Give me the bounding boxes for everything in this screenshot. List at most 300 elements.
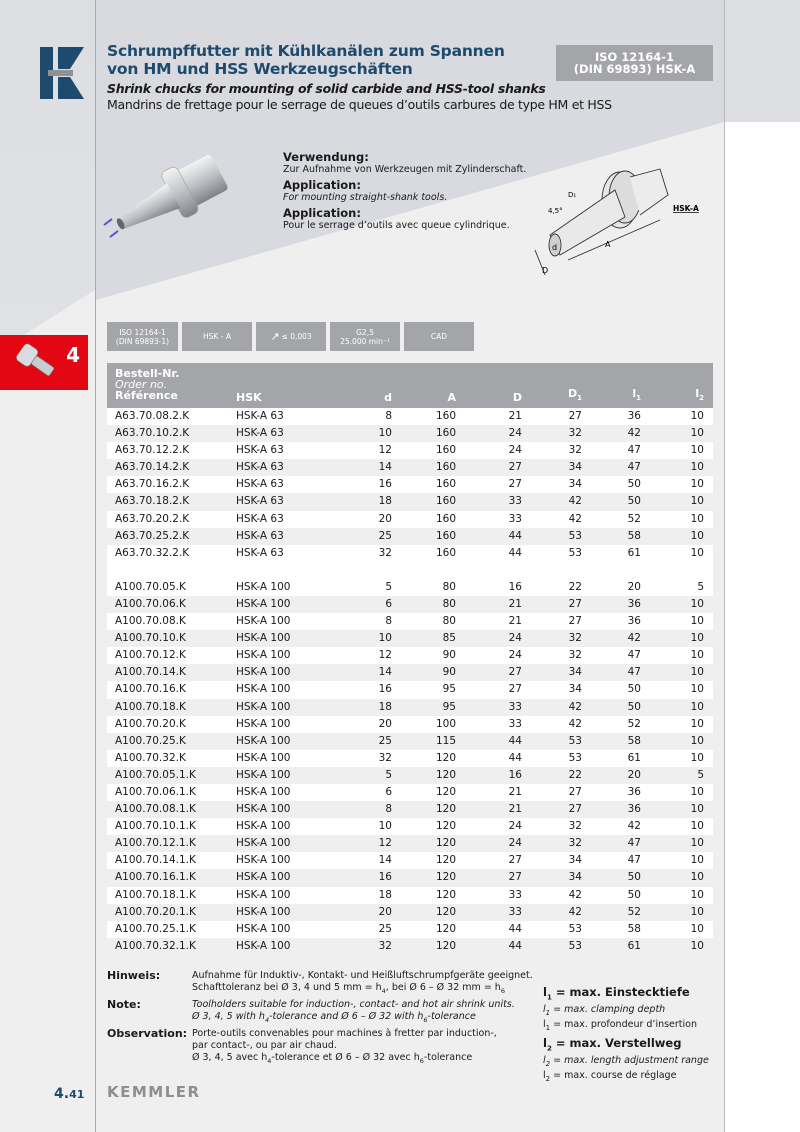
- table-row: [107, 545, 713, 562]
- cell-d: 32: [378, 546, 392, 559]
- left-margin-lower-background: [0, 290, 95, 1132]
- cell-ref: A63.70.20.2.K: [115, 512, 190, 525]
- dimension-legend: [543, 985, 723, 1085]
- table-body: [107, 408, 713, 955]
- cell-l1: 58: [627, 734, 641, 747]
- spec-balance-grade: G2,5: [356, 327, 374, 337]
- header-l2: [695, 388, 704, 404]
- note-en-line1: Toolholders suitable for induction-, contact- and hot air shrink units.: [192, 998, 515, 1010]
- cell-l1: 36: [627, 615, 641, 628]
- header-ref-en: Order no.: [115, 378, 168, 391]
- cell-l1: 50: [627, 495, 641, 508]
- cell-ref: A63.70.12.2.K: [115, 444, 190, 457]
- cell-ref: A100.70.10.1.K: [115, 820, 196, 833]
- cell-ref: A100.70.06.K: [115, 597, 186, 610]
- cell-a: 120: [435, 854, 456, 867]
- cell-d1: 53: [568, 546, 582, 559]
- cell-a: 160: [435, 546, 456, 559]
- cell-d: 20: [378, 905, 392, 918]
- cell-d: 16: [508, 768, 522, 781]
- cell-l2: 5: [697, 768, 704, 781]
- cell-d: 6: [385, 597, 392, 610]
- cell-ref: A63.70.18.2.K: [115, 495, 190, 508]
- cell-d1: 27: [568, 803, 582, 816]
- cell-l2: 10: [690, 597, 704, 610]
- cell-a: 120: [435, 785, 456, 798]
- table-row: [107, 613, 713, 630]
- cell-a: 160: [435, 529, 456, 542]
- cell-ref: A63.70.14.2.K: [115, 461, 190, 474]
- cell-hsk: HSK-A 100: [236, 871, 291, 884]
- cell-d: 33: [508, 717, 522, 730]
- cell-d1: 34: [568, 683, 582, 696]
- cell-l2: 10: [690, 785, 704, 798]
- table-row: [107, 511, 713, 528]
- cell-d: 44: [508, 529, 522, 542]
- cell-hsk: HSK-A 100: [236, 751, 291, 764]
- note-de: [107, 970, 537, 997]
- header-l2-base: l: [695, 386, 700, 400]
- cell-ref: A100.70.25.1.K: [115, 922, 196, 935]
- cell-a: 120: [435, 871, 456, 884]
- cell-ref: A100.70.10.K: [115, 632, 186, 645]
- cell-d: 21: [508, 597, 522, 610]
- cell-l1: 52: [627, 905, 641, 918]
- cell-d: 14: [378, 666, 392, 679]
- table-row: [107, 425, 713, 442]
- cell-d: 24: [508, 820, 522, 833]
- cell-l1: 52: [627, 717, 641, 730]
- cell-d: 8: [385, 615, 392, 628]
- cell-a: 90: [442, 649, 456, 662]
- cell-d: 20: [378, 512, 392, 525]
- legend-l2-fr-text: = max. course de réglage: [553, 1070, 677, 1082]
- cell-l1: 47: [627, 837, 641, 850]
- cell-l1: 61: [627, 751, 641, 764]
- cell-l1: 36: [627, 597, 641, 610]
- header-ref-fr: Référence: [115, 389, 178, 402]
- legend-l1-de: $l_1 = \max$. Einstecktiefe: [543, 985, 690, 1002]
- cell-hsk: HSK-A 63: [236, 444, 284, 457]
- note-fr: [107, 1028, 537, 1067]
- header-l1-sub: 1: [636, 394, 641, 402]
- cell-l1: 47: [627, 854, 641, 867]
- cell-hsk: HSK-A 63: [236, 410, 284, 422]
- legend-l1-en-text: = max. clamping depth: [553, 1004, 666, 1016]
- cell-ref: A100.70.16.K: [115, 683, 186, 696]
- spec-balance-speed: 25.000 min⁻¹: [340, 336, 390, 346]
- note-en: [107, 999, 537, 1026]
- cell-d1: 42: [568, 717, 582, 730]
- cell-d: 10: [378, 427, 392, 440]
- cell-l1: 36: [627, 785, 641, 798]
- drawing-label-D: D: [542, 266, 549, 275]
- cell-l1: 36: [627, 410, 641, 422]
- cell-d: 27: [508, 854, 522, 867]
- cell-hsk: HSK-A 100: [236, 768, 291, 781]
- note-en-line2: Ø 3, 4, 5 with $h_4$-tolerance and Ø 6 – Ø 32 with $h_6$-tolerance: [192, 1010, 476, 1024]
- legend-l1-fr: $l_1 = \max$. profondeur d’insertion: [543, 1019, 698, 1033]
- cell-d: 20: [378, 717, 392, 730]
- note-fr-line1: Porte-outils convenables pour machines à fretter par induction-,: [192, 1027, 497, 1039]
- cell-hsk: HSK-A 100: [236, 615, 291, 628]
- cell-d: 18: [378, 495, 392, 508]
- header-D: D: [512, 391, 522, 404]
- cell-d1: 42: [568, 700, 582, 713]
- cell-d: 10: [378, 820, 392, 833]
- note-fr-line3: Ø 3, 4, 5 avec $h_4$-tolerance et Ø 6 – Ø 32 avec $h_6$-tolerance: [192, 1051, 473, 1065]
- cell-l2: 10: [690, 444, 704, 457]
- cell-ref: A100.70.20.K: [115, 717, 186, 730]
- cell-a: 160: [435, 512, 456, 525]
- header-D1: [568, 388, 582, 404]
- cell-d: 27: [508, 478, 522, 491]
- cell-hsk: HSK-A 100: [236, 666, 291, 679]
- cell-d: 16: [508, 580, 522, 593]
- cell-ref: A100.70.20.1.K: [115, 905, 196, 918]
- cell-a: 160: [435, 444, 456, 457]
- cell-d: 24: [508, 444, 522, 457]
- cell-d1: 34: [568, 871, 582, 884]
- cell-l2: 10: [690, 632, 704, 645]
- cell-hsk: HSK-A 100: [236, 632, 291, 645]
- cell-l2: 10: [690, 495, 704, 508]
- cell-l1: 42: [627, 632, 641, 645]
- cell-d: 21: [508, 803, 522, 816]
- cell-ref: A100.70.05.1.K: [115, 768, 196, 781]
- note-label-en: Note:: [107, 997, 141, 1011]
- drawing-label-A: A: [605, 240, 611, 249]
- cell-a: 90: [442, 666, 456, 679]
- spec-box-runout: [256, 322, 326, 351]
- cell-ref: A100.70.18.1.K: [115, 888, 196, 901]
- cell-l1: 50: [627, 888, 641, 901]
- cell-d1: 42: [568, 512, 582, 525]
- cell-a: 120: [435, 803, 456, 816]
- cell-l1: 47: [627, 461, 641, 474]
- cell-l1: 52: [627, 512, 641, 525]
- cell-d1: 34: [568, 666, 582, 679]
- cell-hsk: HSK-A 100: [236, 837, 291, 850]
- header-order-no: [115, 368, 179, 401]
- cell-hsk: HSK-A 100: [236, 888, 291, 901]
- cell-ref: A100.70.08.1.K: [115, 803, 196, 816]
- cell-d1: 32: [568, 837, 582, 850]
- cell-a: 115: [435, 734, 456, 747]
- cell-l2: 10: [690, 939, 704, 952]
- note-de-line1: Aufnahme für Induktiv-, Kontakt- und Heißluftschrumpfgeräte geeignet.: [192, 970, 533, 981]
- table-row: [107, 699, 713, 716]
- cell-d: 21: [508, 410, 522, 422]
- cell-d: 27: [508, 461, 522, 474]
- cell-ref: A100.70.16.1.K: [115, 871, 196, 884]
- note-text-de: [192, 970, 537, 997]
- cell-d1: 53: [568, 751, 582, 764]
- cell-d1: 32: [568, 820, 582, 833]
- cell-l1: 58: [627, 529, 641, 542]
- cell-d1: 32: [568, 427, 582, 440]
- cell-l1: 47: [627, 666, 641, 679]
- cell-d: 32: [378, 939, 392, 952]
- table-row: [107, 647, 713, 664]
- cell-d: 16: [378, 871, 392, 884]
- cell-ref: A100.70.14.1.K: [115, 854, 196, 867]
- chapter-chuck-icon: [10, 341, 60, 385]
- legend-l1-fr-text: = max. profondeur d’insertion: [553, 1019, 698, 1031]
- cell-hsk: HSK-A 63: [236, 478, 284, 491]
- application-label-fr: Application:: [283, 206, 361, 220]
- iso-badge-line2: (DIN 69893) HSK-A: [573, 62, 696, 76]
- legend-l1-en: $l_1 = \max$. clamping depth: [543, 1004, 666, 1018]
- table-row: [107, 664, 713, 681]
- drawing-label-D1: D₁: [568, 191, 577, 199]
- spec-boxes: [107, 322, 474, 351]
- cell-l2: 10: [690, 854, 704, 867]
- cell-l2: 10: [690, 512, 704, 525]
- cell-d: 24: [508, 632, 522, 645]
- cell-d1: 42: [568, 905, 582, 918]
- cell-ref: A100.70.08.K: [115, 615, 186, 628]
- cell-l2: 10: [690, 734, 704, 747]
- cell-d: 21: [508, 785, 522, 798]
- cell-d: 8: [385, 410, 392, 422]
- cell-hsk: HSK-A 100: [236, 734, 291, 747]
- cell-a: 160: [435, 461, 456, 474]
- table-row: [107, 459, 713, 476]
- cell-l2: 10: [690, 871, 704, 884]
- cell-d: 5: [385, 768, 392, 781]
- spec-runout-value: ≤ 0,003: [281, 332, 312, 341]
- legend-l2-fr: $l_2 = \max$. course de réglage: [543, 1070, 677, 1084]
- cell-l2: 10: [690, 922, 704, 935]
- cell-d: 33: [508, 512, 522, 525]
- cell-d: 44: [508, 751, 522, 764]
- application-text-de: Zur Aufnahme von Werkzeugen mit Zylinderschaft.: [283, 164, 527, 175]
- cell-d: 21: [508, 615, 522, 628]
- cell-a: 120: [435, 939, 456, 952]
- cell-d1: 32: [568, 649, 582, 662]
- table-row: [107, 528, 713, 545]
- spec-box-balance: [330, 322, 400, 351]
- header-ref-de: Bestell-Nr.: [115, 367, 180, 380]
- legend-l1-de-text: = max. Einstecktiefe: [555, 985, 690, 999]
- cell-hsk: HSK-A 100: [236, 854, 291, 867]
- cell-l1: 36: [627, 803, 641, 816]
- cell-l2: 10: [690, 751, 704, 764]
- page-number-minor: 41: [69, 1088, 85, 1101]
- application-section: [283, 151, 543, 235]
- cell-d: 25: [378, 922, 392, 935]
- note-de-line2: Schafttoleranz bei Ø 3, 4 und 5 mm = $h_4$, bei Ø 6 – Ø 32 mm = $h_6$: [192, 982, 505, 995]
- legend-l2-en-text: = max. length adjustment range: [553, 1055, 709, 1067]
- cell-l2: 5: [697, 580, 704, 593]
- spec-iso-line1: ISO 12164-1: [119, 327, 166, 337]
- cell-d: 24: [508, 837, 522, 850]
- cell-l2: 10: [690, 461, 704, 474]
- cell-d: 27: [508, 666, 522, 679]
- cell-d1: 27: [568, 615, 582, 628]
- cell-d: 14: [378, 461, 392, 474]
- iso-standard-badge: [556, 45, 713, 81]
- table-row: [107, 852, 713, 869]
- cell-d: 25: [378, 529, 392, 542]
- header-hsk: HSK: [236, 391, 262, 404]
- cell-hsk: HSK-A 100: [236, 939, 291, 952]
- table-row: [107, 750, 713, 767]
- iso-badge-line1: ISO 12164-1: [594, 50, 675, 64]
- table-row: [107, 887, 713, 904]
- legend-l2-de: $l_2 = \max$. Verstellweg: [543, 1036, 682, 1053]
- cell-l1: 50: [627, 871, 641, 884]
- cell-d: 12: [378, 837, 392, 850]
- cell-l1: 50: [627, 478, 641, 491]
- cell-d: 33: [508, 888, 522, 901]
- cell-d1: 53: [568, 529, 582, 542]
- cell-d: 12: [378, 444, 392, 457]
- cell-d: 12: [378, 649, 392, 662]
- legend-l2-de-text: = max. Verstellweg: [555, 1036, 682, 1051]
- cell-hsk: HSK-A 63: [236, 427, 284, 440]
- table-row: [107, 869, 713, 886]
- cell-a: 120: [435, 888, 456, 901]
- kemmler-k-logo-icon: [40, 47, 84, 99]
- note-text-fr: [192, 1028, 537, 1067]
- cell-hsk: HSK-A 63: [236, 461, 284, 474]
- cell-a: 80: [442, 615, 456, 628]
- cell-l2: 10: [690, 546, 704, 559]
- cell-d: 27: [508, 683, 522, 696]
- table-row: [107, 716, 713, 733]
- cell-d: 16: [378, 478, 392, 491]
- cell-hsk: HSK-A 100: [236, 580, 291, 593]
- cell-l1: 42: [627, 820, 641, 833]
- cell-d: 44: [508, 734, 522, 747]
- cell-d1: 32: [568, 444, 582, 457]
- cell-l2: 10: [690, 683, 704, 696]
- cell-d: 16: [378, 683, 392, 696]
- cell-l2: 10: [690, 717, 704, 730]
- cell-hsk: HSK-A 63: [236, 529, 284, 542]
- table-row: [107, 630, 713, 647]
- chapter-tab[interactable]: [0, 335, 88, 390]
- chapter-number: 4: [66, 343, 80, 367]
- spec-iso-line2: (DIN 69893-1): [115, 336, 170, 346]
- cell-l2: 10: [690, 478, 704, 491]
- table-header: [107, 363, 713, 408]
- cell-d1: 32: [568, 632, 582, 645]
- cell-d: 25: [378, 734, 392, 747]
- cell-hsk: HSK-A 100: [236, 649, 291, 662]
- cell-hsk: HSK-A 100: [236, 717, 291, 730]
- application-text-en: For mounting straight-shank tools.: [283, 192, 448, 203]
- cell-a: 85: [442, 632, 456, 645]
- cell-hsk: HSK-A 100: [236, 803, 291, 816]
- header-A: A: [447, 391, 456, 404]
- table-row: [107, 784, 713, 801]
- title-de-line2: von HM und HSS Werkzeugschäften: [107, 60, 413, 78]
- cell-l2: 10: [690, 888, 704, 901]
- table-row: [107, 681, 713, 698]
- cell-d: 24: [508, 427, 522, 440]
- right-margin-header-band: [725, 0, 800, 122]
- cell-ref: A63.70.16.2.K: [115, 478, 190, 491]
- cell-d: 8: [385, 803, 392, 816]
- cell-l1: 58: [627, 922, 641, 935]
- cell-a: 80: [442, 597, 456, 610]
- cell-l2: 10: [690, 666, 704, 679]
- cell-l1: 50: [627, 700, 641, 713]
- cell-d: 5: [385, 580, 392, 593]
- application-label-en: Application:: [283, 178, 361, 192]
- cell-ref: A100.70.12.K: [115, 649, 186, 662]
- cell-a: 160: [435, 410, 456, 422]
- cell-l1: 61: [627, 546, 641, 559]
- header-D1-base: D: [567, 386, 578, 400]
- table-row: [107, 476, 713, 493]
- cell-l1: 20: [627, 580, 641, 593]
- cell-d1: 22: [568, 580, 582, 593]
- cell-l2: 10: [690, 803, 704, 816]
- cell-l2: 10: [690, 837, 704, 850]
- notes-section: [107, 970, 537, 1069]
- cell-hsk: HSK-A 100: [236, 922, 291, 935]
- cell-ref: A100.70.14.K: [115, 666, 186, 679]
- cell-a: 160: [435, 427, 456, 440]
- table-row: [107, 408, 713, 425]
- table-row: [107, 835, 713, 852]
- note-label-de: Hinweis:: [107, 969, 161, 982]
- cell-d1: 27: [568, 410, 582, 422]
- cell-ref: A63.70.32.2.K: [115, 546, 190, 559]
- cell-ref: A100.70.32.1.K: [115, 939, 196, 952]
- cell-d1: 53: [568, 734, 582, 747]
- cell-l1: 47: [627, 649, 641, 662]
- cell-d: 33: [508, 495, 522, 508]
- cell-l1: 20: [627, 768, 641, 781]
- cell-l2: 10: [690, 905, 704, 918]
- drawing-label-hsk: HSK-A: [673, 204, 699, 213]
- note-text-en: [192, 999, 537, 1026]
- cell-a: 120: [435, 768, 456, 781]
- cell-d1: 34: [568, 478, 582, 491]
- cell-d: 24: [508, 649, 522, 662]
- cell-hsk: HSK-A 63: [236, 495, 284, 508]
- cell-ref: A100.70.32.K: [115, 751, 186, 764]
- table-row: [107, 767, 713, 784]
- cell-d: 14: [378, 854, 392, 867]
- cell-a: 100: [435, 717, 456, 730]
- page-title-german: [107, 42, 567, 78]
- technical-drawing: [530, 155, 710, 295]
- cad-button[interactable]: [404, 322, 474, 351]
- table-row: [107, 921, 713, 938]
- cell-hsk: HSK-A 100: [236, 683, 291, 696]
- cell-a: 120: [435, 751, 456, 764]
- cell-ref: A63.70.25.2.K: [115, 529, 190, 542]
- cell-d: 44: [508, 546, 522, 559]
- shrink-chuck-photo: [96, 145, 256, 255]
- cell-d1: 42: [568, 495, 582, 508]
- table-row: [107, 818, 713, 835]
- cell-d1: 27: [568, 785, 582, 798]
- title-de-line1: Schrumpffutter mit Kühlkanälen zum Spannen: [107, 42, 505, 60]
- cell-d1: 42: [568, 888, 582, 901]
- note-fr-line2: par contact-, ou par air chaud.: [192, 1039, 337, 1051]
- cell-a: 160: [435, 478, 456, 491]
- drawing-label-angle: 4,5°: [548, 207, 563, 215]
- cell-d: 44: [508, 922, 522, 935]
- cell-a: 80: [442, 580, 456, 593]
